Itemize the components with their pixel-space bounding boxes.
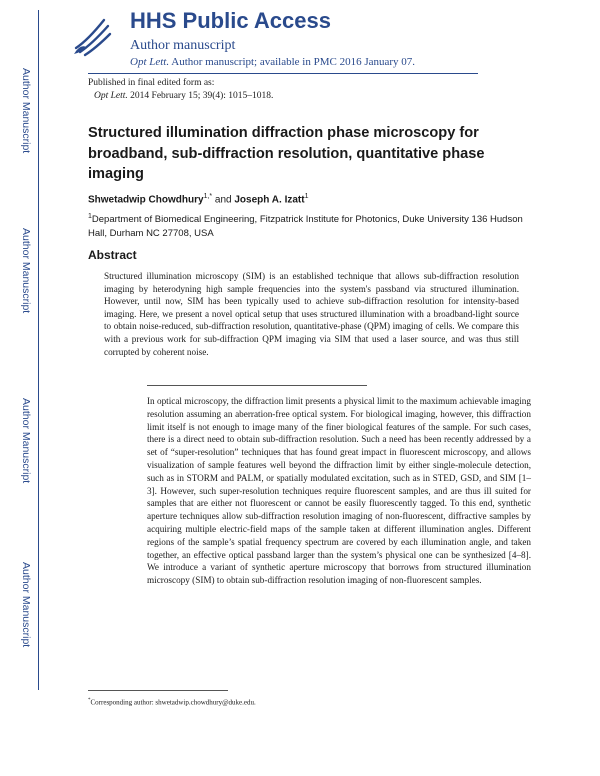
citation-details: 2014 February 15; 39(4): 1015–1018. bbox=[127, 91, 274, 101]
citation bbox=[94, 91, 273, 101]
sidebar-label-4: Author Manuscript bbox=[20, 562, 32, 648]
published-label: Published in final edited form as: bbox=[88, 78, 215, 88]
affiliation-mark: 1 bbox=[88, 213, 92, 220]
affiliation bbox=[88, 210, 538, 241]
footnote-divider bbox=[88, 690, 228, 691]
hhs-eagle-icon bbox=[70, 14, 114, 58]
author-manuscript-label: Author manuscript bbox=[130, 38, 236, 53]
affiliation-text: Department of Biomedical Engineering, Fitzpatrick Institute for Photonics, Duke University 136 Hudson Hall, Durham NC 27708, USA bbox=[88, 214, 523, 240]
author-affiliation-mark: 1 bbox=[304, 193, 309, 200]
citation-journal: Opt Lett. bbox=[94, 91, 128, 101]
footnote bbox=[88, 698, 256, 706]
header-divider bbox=[88, 73, 478, 74]
abstract-text: Structured illumination microscopy (SIM) is an established technique that allows sub-diffraction resolution imaging by heterodyning high sample frequencies into the system's passband via structured illumination. However, until now, SIM has been typically used to achieve sub-diffraction resolution for intensity-based imaging. Here, we present a novel optical setup that uses structured illumination with a broadband-light source to obtain noise-reduced, sub-diffraction resolution, quantitative-phase (QPM) imaging of cells. We compare this with a previous work for sub-diffraction QPM imaging via SIM that used a laser source, and was thus still corrupted by coherent noise. bbox=[104, 271, 519, 357]
sidebar-label-1: Author Manuscript bbox=[20, 68, 32, 154]
sidebar-label-2: Author Manuscript bbox=[20, 228, 32, 314]
author-name: Shwetadwip Chowdhury bbox=[88, 194, 204, 206]
sidebar-rule bbox=[38, 10, 39, 690]
footnote-text: Corresponding author: shwetadwip.chowdhury@duke.edu. bbox=[90, 698, 256, 707]
journal-availability bbox=[130, 56, 415, 68]
author-name: Joseph A. Izatt bbox=[234, 194, 305, 206]
footnote-marker: * bbox=[88, 698, 91, 703]
author-affiliation-mark: 1,* bbox=[203, 193, 213, 200]
public-access-title: HHS Public Access bbox=[130, 8, 331, 33]
abstract-divider bbox=[147, 385, 367, 386]
author-list bbox=[88, 193, 308, 205]
availability-text: Author manuscript; available in PMC 2016 January 07. bbox=[169, 56, 416, 68]
journal-name: Opt Lett. bbox=[130, 56, 170, 68]
sidebar-label-3: Author Manuscript bbox=[20, 398, 32, 484]
article-title: Structured illumination diffraction phase microscopy for broadband, sub-diffraction resolution, quantitative phase imaging bbox=[88, 125, 485, 182]
abstract-heading: Abstract bbox=[88, 248, 137, 262]
author-conjunction: and bbox=[212, 194, 235, 206]
body-paragraph: In optical microscopy, the diffraction limit presents a physical limit to the maximum achievable imaging resolution assuming an aberration-free optical system. For biological imaging, however, this diffraction limit itself is not enough to image many of the finer biological features of the sample. For such cases, there is a direct need to obtain sub-diffraction resolution. Such a need has been recently addressed by a set of “super-resolution” techniques that has found great impact in fluorescent microscopy, and allows visualization of sample features well beyond the diffraction limit by either single-molecule detection, such as in STORM and PALM, or spatially modulated excitation, such as in STED, GSD, and SIM [1–3]. However, such super-resolution techniques require fluorescent samples, and are thus ill suited for samples that are either not fluorescent or cannot be easily fluorescently tagged. To this end, synthetic aperture techniques allow sub-diffraction resolution imaging of non-fluorescent, diffractive samples by acquiring multiple electric-field maps of the sample taken at different illumination angles. Different regions of the sample’s spatial frequency spectrum are covered by each illumination angle, and taken together, an effective optical passband larger than the system’s physical one can be synthesized [4–8]. We introduce a variant of synthetic aperture microscopy that borrows from structured illumination microscopy (SIM) to obtain sub-diffraction resolution imaging of non-fluorescent samples. bbox=[147, 396, 531, 586]
